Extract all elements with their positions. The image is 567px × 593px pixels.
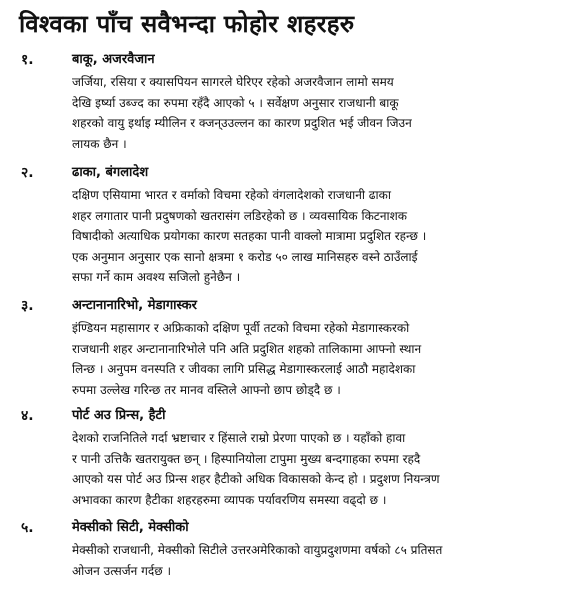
section-body bbox=[72, 318, 562, 400]
page-title: विश्वका पाँच सवैभन्दा फोहोर शहरहरु bbox=[19, 10, 355, 38]
body-line: जर्जिया, रसिया र क्यासपियन सागरले घेरिएर रहेको अजरवैजान लामो समय bbox=[72, 75, 394, 89]
body-line: शहर लगातार पानी प्रदुषणको खतरासंग लडिरहेको छ । व्यवसायिक किटनाशक bbox=[72, 208, 407, 223]
body-line: रुपमा उल्लेख गरिन्छ तर मानव वस्तिले आफ्नो छाप छोड्दै छ । bbox=[72, 382, 341, 397]
body-line: राजधानी शहर अन्टानानारिभोले पनि अति प्रदुशित शहको तालिकामा आफ्नो स्थान bbox=[72, 341, 422, 356]
body-line: शहरको वायु इर्थाइ म्यीलिन र क्जन्उउल्लन का कारण प्रदुशित भई जीवन जिउन bbox=[72, 116, 412, 130]
section-heading: मेक्सीको सिटी, मेक्सीको bbox=[72, 520, 189, 535]
section-body bbox=[72, 185, 562, 288]
body-line: ओजन उत्सर्जन गर्दछ । bbox=[72, 563, 172, 578]
section-number: ५. bbox=[21, 520, 34, 536]
section-heading: ढाका, बंगलादेश bbox=[72, 165, 149, 180]
body-line: इंण्डियन महासागर र अफ्रिकाको दक्षिण पूर्वी तटको विचमा रहेको मेडागास्करको bbox=[72, 321, 410, 335]
body-line: देखि इर्ष्या उब्ज्द का रुपमा रहँदै आएको ५ । सर्वेक्षण अनुसार राजधानी बाकू bbox=[72, 95, 399, 110]
section-number: १. bbox=[21, 52, 34, 68]
body-line: अभावका कारण हैटीका शहरहरुमा व्यापक पर्यावरणिय समस्या वढ्दो छ । bbox=[72, 492, 387, 507]
body-line: देशको राजनितिले गर्दा भ्रष्टाचार र हिंसाले राम्रो प्रेरणा पाएको छ । यहाँको हावा bbox=[72, 431, 406, 445]
section-heading: अन्टानानारिभो, मेडागास्कर bbox=[72, 298, 197, 313]
body-line: लिन्छ । अनुपम वनस्पति र जीवका लागि प्रसिद्ध मेडागास्करलाई आठौ महादेशका bbox=[72, 362, 416, 376]
section-number: ३. bbox=[21, 298, 34, 314]
body-line: लायक छैन । bbox=[72, 136, 127, 151]
section-heading: पोर्ट अउ प्रिन्स, हैटी bbox=[72, 408, 166, 423]
body-line: र पानी उत्तिकै खतरायुक्त छन् । हिस्पानियोला टापुमा मुख्य बन्दगाहका रुपमा रहदै bbox=[72, 451, 421, 466]
body-line: मेक्सीको राजधानी, मेक्सीको सिटीले उत्तरअमेरिकाको वायुप्रदुशणमा वर्षको ८५ प्रतिसत bbox=[72, 543, 443, 557]
section-body bbox=[72, 428, 562, 510]
body-line: दक्षिण एसियामा भारत र वर्माको विचमा रहेको वंगलादेशको राजधानी ढाका bbox=[72, 188, 391, 202]
section-heading: बाकू, अजरवैजान bbox=[72, 52, 155, 67]
body-line: एक अनुमान अनुसार एक सानो क्षत्रमा १ करोड ५० लाख मानिसहरु वस्ने ठाउँलाई bbox=[72, 249, 418, 264]
section-number: ४. bbox=[21, 408, 34, 424]
section-number: २. bbox=[21, 165, 34, 181]
section-body bbox=[72, 72, 562, 154]
body-line: आएको यस पोर्ट अउ प्रिन्स शहर हैटीको अधिक विकासको केन्द हो । प्रदुशण नियन्त्रण bbox=[72, 472, 440, 486]
section-body bbox=[72, 540, 562, 581]
body-line: सफा गर्ने काम अवश्य सजिलो हुनेछैन । bbox=[72, 270, 241, 284]
body-line: विषादीको अत्याधिक प्रयोगका कारण सतहका पानी वाक्लो मात्रामा प्रदुशित रहन्छ । bbox=[72, 229, 427, 243]
